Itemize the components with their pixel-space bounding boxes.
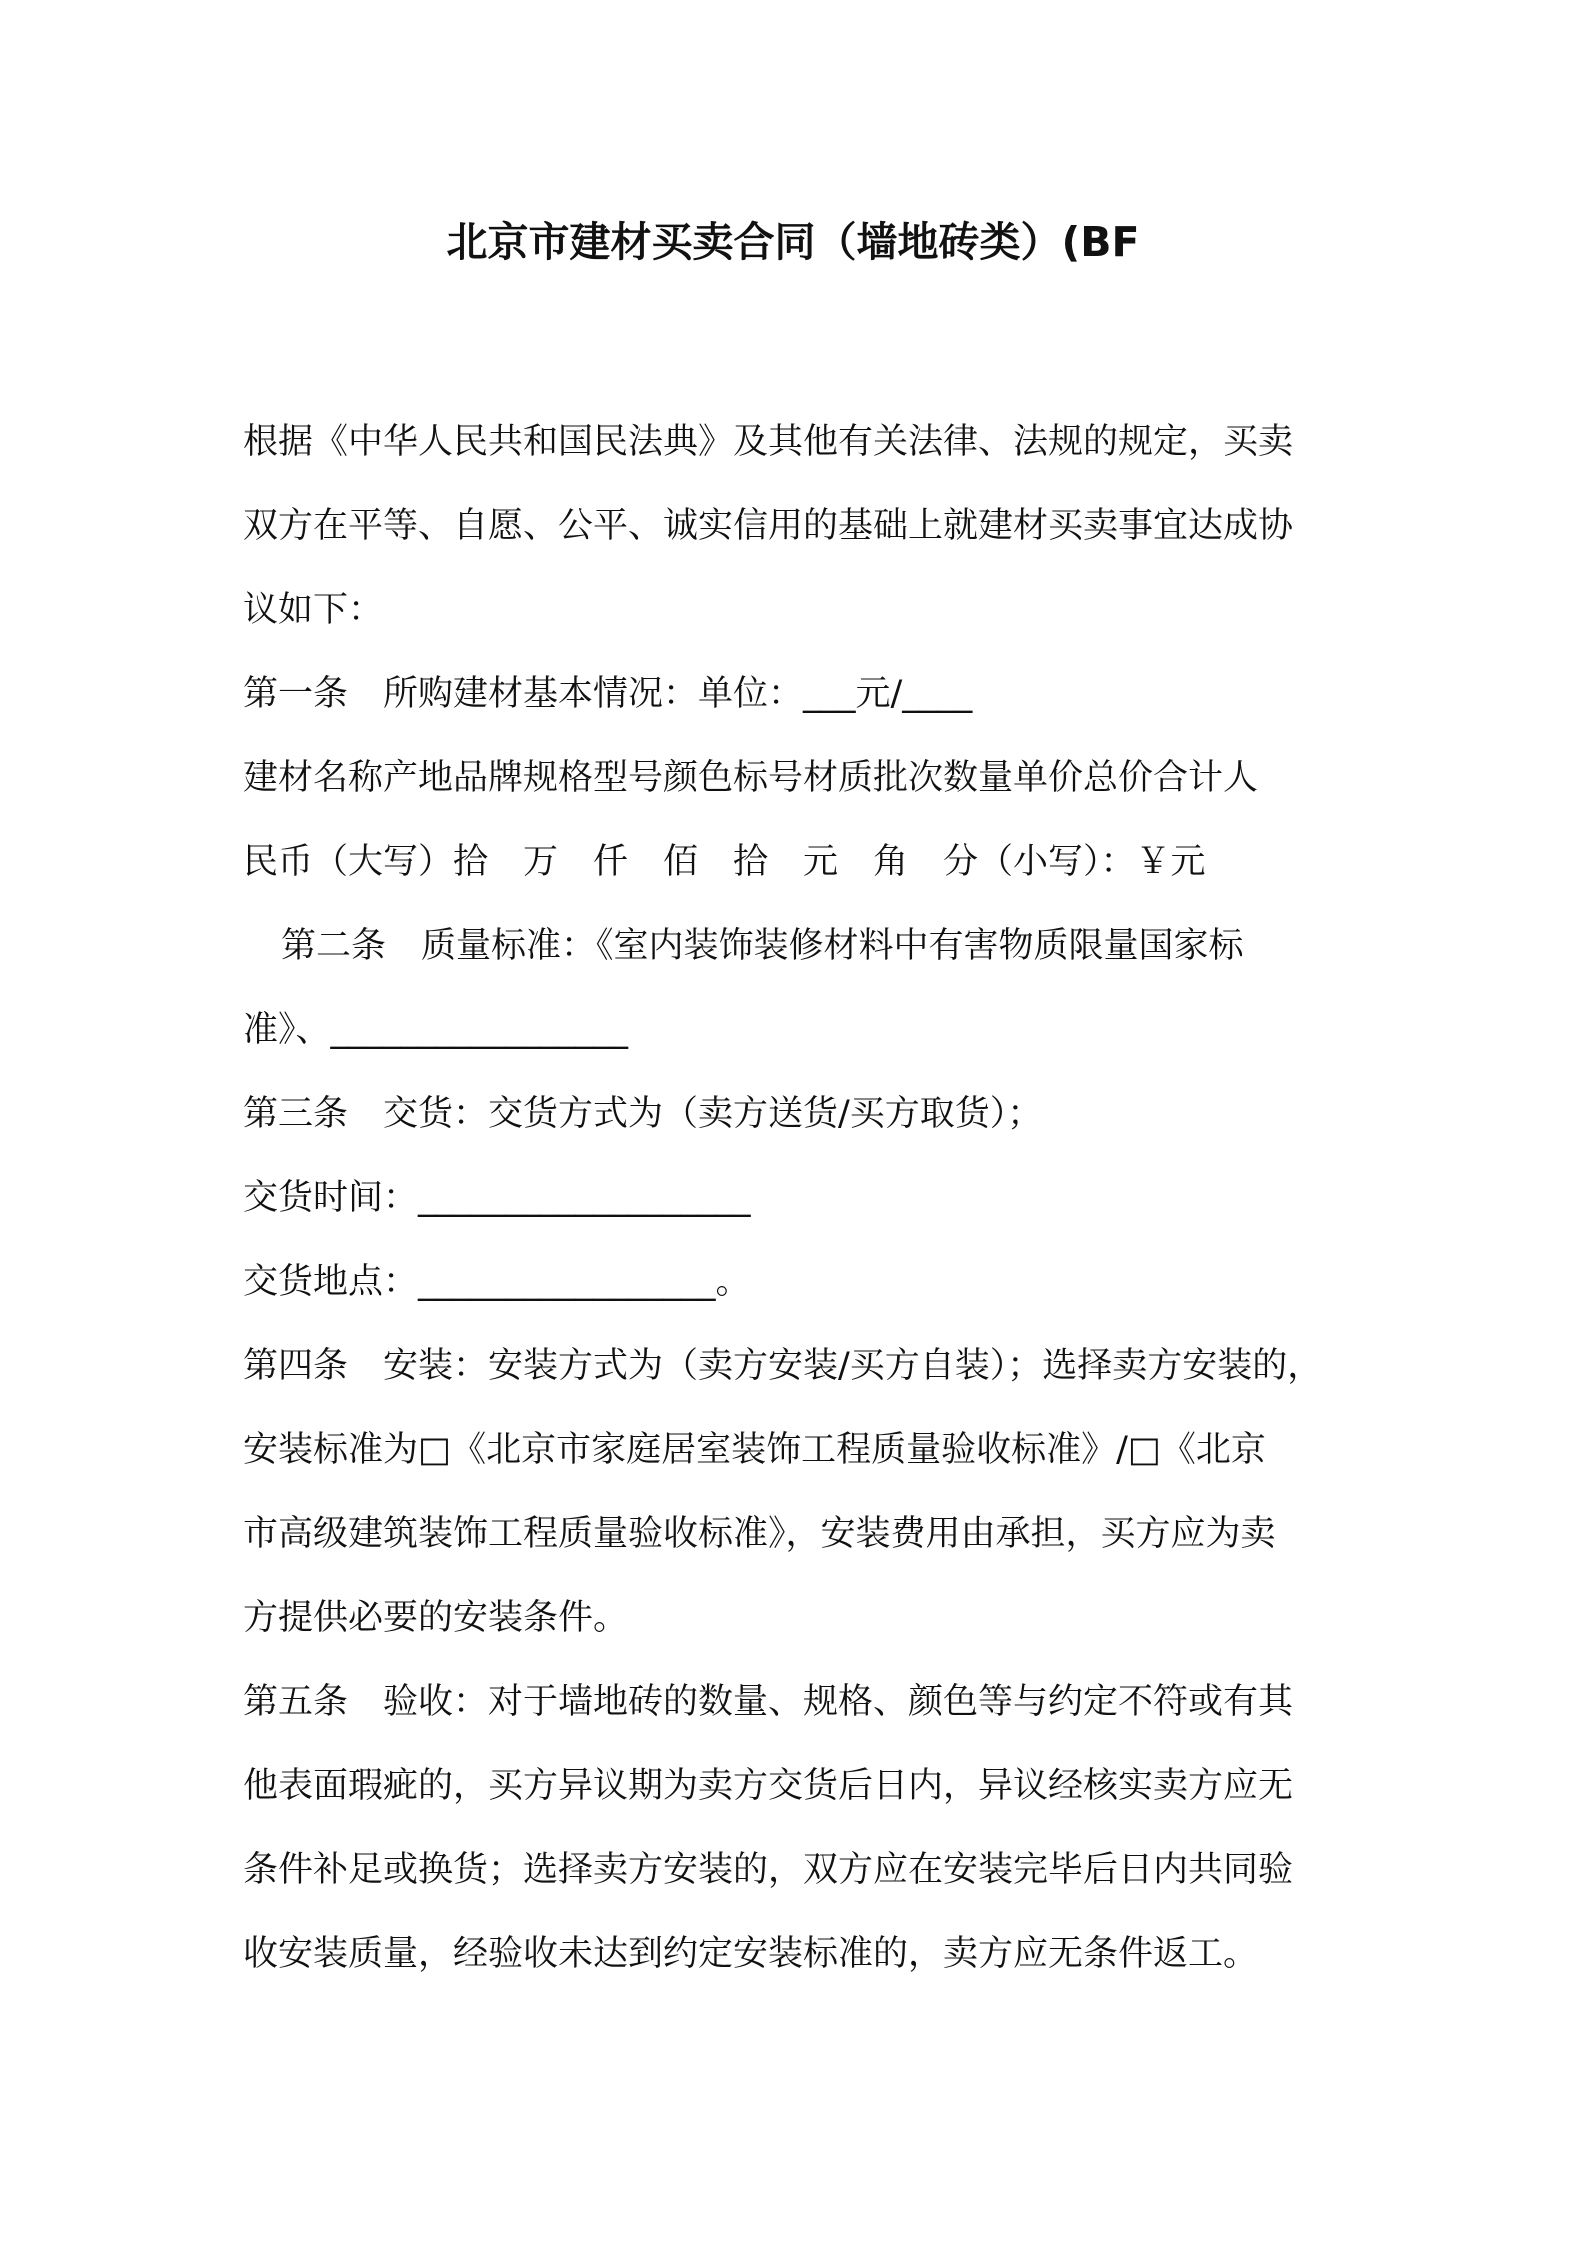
article-4-heading: 第四条 安装：安装方式为（卖方安装/买方自装）；选择卖方安装的， (243, 1346, 1323, 1386)
paragraph-line: 方提供必要的安装条件。 (243, 1598, 629, 1638)
paragraph-line: 根据《中华人民共和国民法典》及其他有关法律、法规的规定，买卖 (243, 422, 1294, 462)
article-1-heading: 第一条 所购建材基本情况：单位：___元/____ (243, 674, 973, 714)
paragraph-line: 条件补足或换货；选择卖方安装的，双方应在安装完毕后日内共同验 (243, 1850, 1294, 1890)
paragraph-line: 民币（大写）拾 万 仟 佰 拾 元 角 分（小写）：￥元 (243, 842, 1206, 882)
paragraph-line: 他表面瑕疵的，买方异议期为卖方交货后日内，异议经核实卖方应无 (243, 1766, 1294, 1806)
article-3-heading: 第三条 交货：交货方式为（卖方送货/买方取货）； (243, 1094, 1043, 1134)
document-body (243, 400, 1363, 1996)
article-5-heading: 第五条 验收：对于墙地砖的数量、规格、颜色等与约定不符或有其 (243, 1682, 1294, 1722)
paragraph-line: 准》、_________________ (243, 1010, 629, 1050)
delivery-place-line: 交货地点：_________________。 (243, 1262, 751, 1302)
paragraph-line: 建材名称产地品牌规格型号颜色标号材质批次数量单价总价合计人 (243, 758, 1259, 798)
article-2-heading: 第二条 质量标准：《室内装饰装修材料中有害物质限量国家标 (281, 926, 1244, 966)
document-title: 北京市建材买卖合同（墙地砖类）(BF (446, 218, 1140, 266)
delivery-time-line: 交货时间：___________________ (243, 1178, 751, 1218)
paragraph-line: 安装标准为□《北京市家庭居室装饰工程质量验收标准》/□《北京 (243, 1430, 1266, 1470)
paragraph-line: 双方在平等、自愿、公平、诚实信用的基础上就建材买卖事宜达成协 (243, 506, 1294, 546)
paragraph-line: 收安装质量，经验收未达到约定安装标准的，卖方应无条件返工。 (243, 1934, 1259, 1974)
paragraph-line: 议如下： (243, 590, 384, 630)
paragraph-line: 市高级建筑装饰工程质量验收标准》，安装费用由承担，买方应为卖 (243, 1514, 1276, 1554)
